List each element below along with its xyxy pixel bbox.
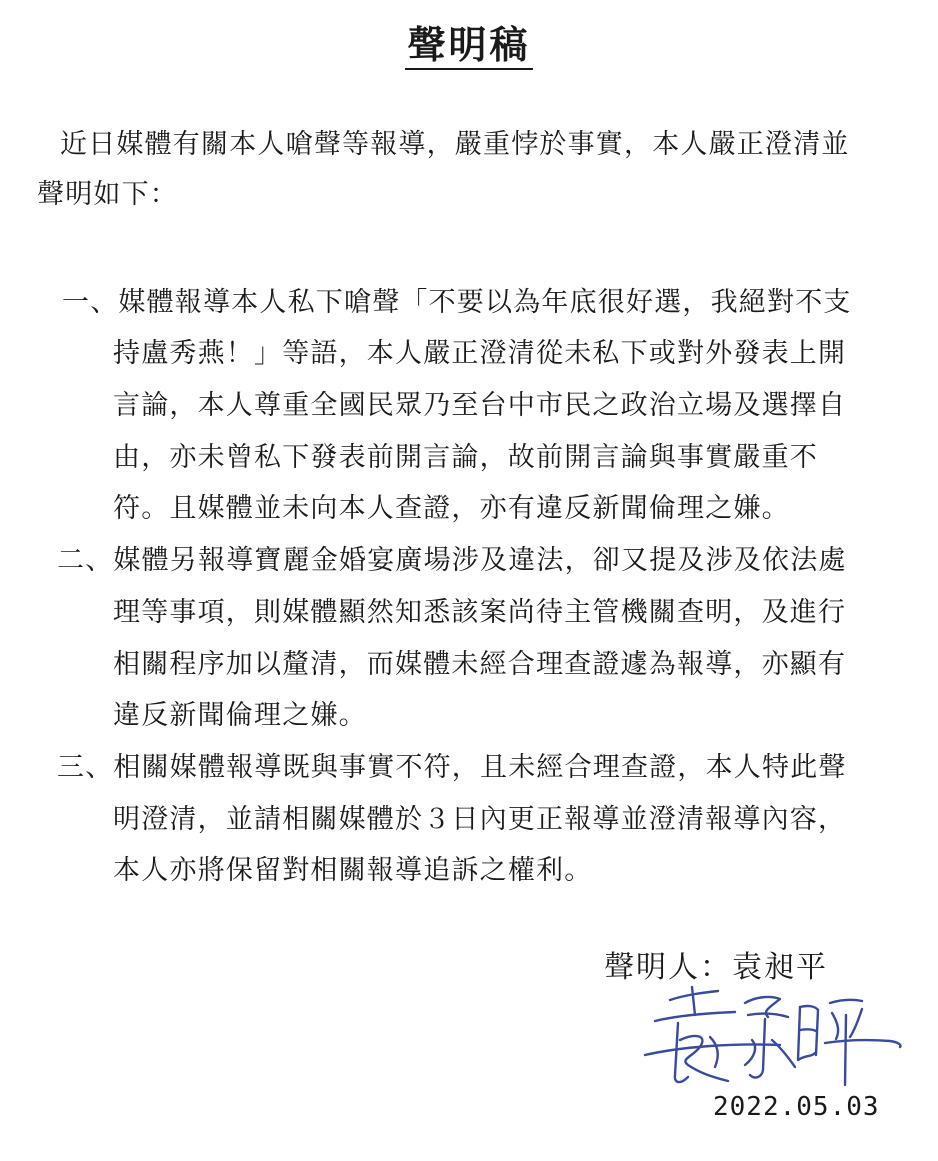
document-title: 聲明稿 xyxy=(0,14,938,69)
item3-line-1: 三、相關媒體報導既與事實不符，且未經合理查證，本人特此聲 xyxy=(57,752,847,783)
item3-line-3: 本人亦將保留對相關報導追訴之權利。 xyxy=(113,855,593,886)
intro-line-2: 聲明如下： xyxy=(37,179,178,210)
item1-line-5: 符。且媒體並未向本人查證，亦有違反新聞倫理之嫌。 xyxy=(113,493,790,524)
item2-line-3: 相關程序加以釐清，而媒體未經合理查證遽為報導，亦顯有 xyxy=(113,649,847,680)
item2-line-2: 理等事項，則媒體顯然知悉該案尚待主管機關查明，及進行 xyxy=(113,597,847,628)
item1-line-1: 一、媒體報導本人私下嗆聲「不要以為年底很好選，我絕對不支 xyxy=(62,287,852,318)
signature-image xyxy=(640,985,910,1095)
statement-date: 2022.05.03 xyxy=(713,1092,880,1122)
intro-line-1: 近日媒體有關本人嗆聲等報導，嚴重悖於事實，本人嚴正澄清並 xyxy=(60,129,850,160)
item3-line-2: 明澄清，並請相關媒體於３日內更正報導並澄清報導內容， xyxy=(113,804,847,835)
item2-line-1: 二、媒體另報導寶麗金婚宴廣場涉及違法，卻又提及涉及依法處 xyxy=(57,545,847,576)
item1-line-2: 持盧秀燕！」等語，本人嚴正澄清從未私下或對外發表上開 xyxy=(113,338,847,369)
signer-line: 聲明人：袁昶平 xyxy=(604,950,828,985)
item2-line-4: 違反新聞倫理之嫌。 xyxy=(113,700,367,731)
handwritten-signature xyxy=(640,985,910,1095)
item1-line-3: 言論，本人尊重全國民眾乃至台中市民之政治立場及選擇自 xyxy=(113,390,847,421)
item1-line-4: 由，亦未曾私下發表前開言論，故前開言論與事實嚴重不 xyxy=(113,442,818,473)
